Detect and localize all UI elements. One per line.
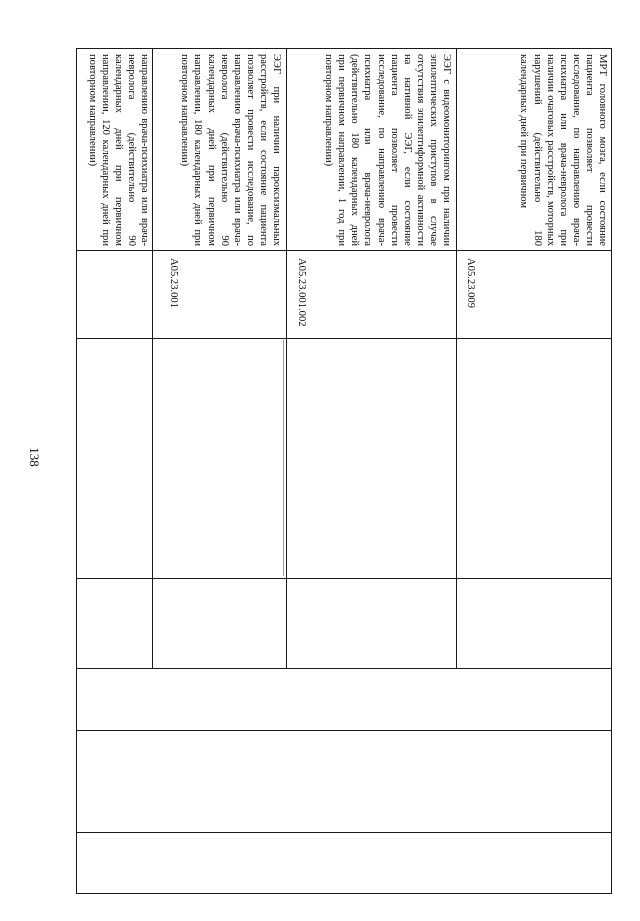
- row-1-text: направлению врача-психиатра или врача-невролога (действительно 90 календарных дней при первичном направлении, 120 календарных дней при повторном направлении): [86, 54, 150, 246]
- table-line: [76, 338, 612, 339]
- table-line: [76, 250, 612, 251]
- row-4-code: A05.23.009: [465, 258, 476, 309]
- table-line: [611, 48, 612, 893]
- table-line: [76, 48, 77, 893]
- table-line: [283, 340, 284, 576]
- row-2-text: ЭЭГ при наличии пароксизмальных расстройств, если состояние пациента позволяет провести исследование, по направлению врача-психиатра или врача-невролога (действительно 90 календарных дней при первичном направлении, 180 календарных дней при повторном направлении): [179, 54, 282, 246]
- table-line: [456, 48, 457, 668]
- row-4-text: МРТ головного мозга, если состояние пациента позволяет провести исследование, по направлению врача-психиатра или врача-невролога при наличии очаговых расстройств, моторных нарушений (действительно 180 календарных дней при первичном: [518, 54, 608, 246]
- table-line: [76, 730, 612, 731]
- table-line: [76, 893, 612, 894]
- row-3-text: ЭЭГ с видеомониторингом при наличии эпилептических приступов в случае отсутствия эпилептиформной активности на нативной ЭЭГ, если состояние пациента позволяет провести исследование, по направлению врача-психиатра или врача-невролога (действительно 180 календарных дней при первичном направлении, 1 год при повторном направлении): [323, 54, 452, 246]
- table-line: [76, 832, 612, 833]
- table-line: [76, 578, 612, 579]
- table-line: [152, 48, 153, 668]
- table-line: [76, 48, 612, 49]
- row-2-code: A05.23.001: [168, 258, 179, 309]
- page-number: 138: [27, 447, 42, 467]
- table-line: [76, 668, 612, 669]
- table-line: [286, 48, 287, 668]
- row-3-code: A05.23.001.002: [296, 258, 307, 327]
